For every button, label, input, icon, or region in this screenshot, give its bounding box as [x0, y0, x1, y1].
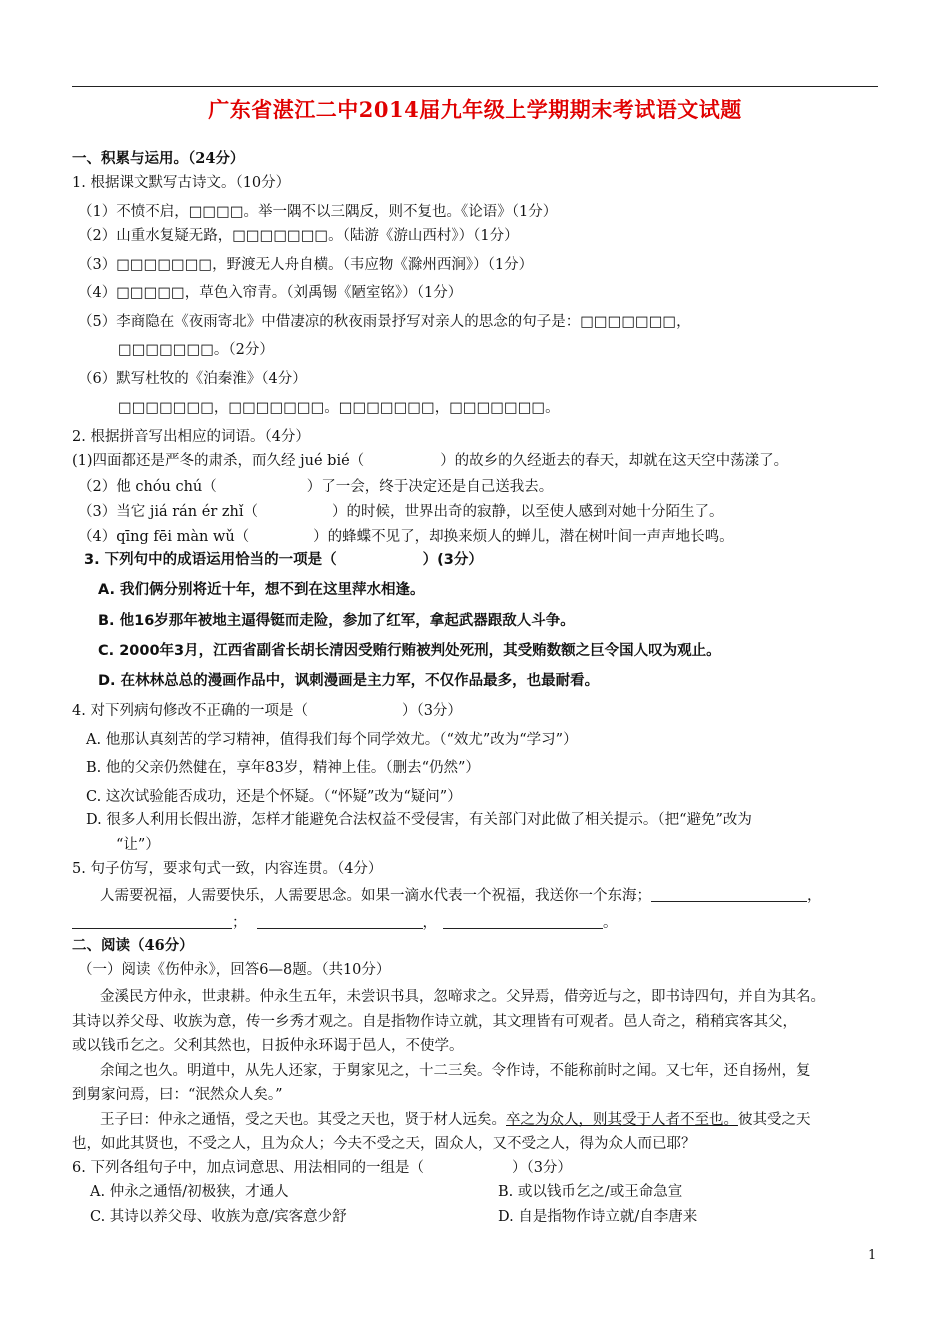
page-number: 1: [868, 1248, 877, 1263]
q1-item: （3）□□□□□□□，野渡无人舟自横。（韦应物《滁州西涧》）（1分）: [78, 257, 534, 273]
q5-blank-2[interactable]: [72, 914, 232, 929]
q3-option: B. 他16岁那年被地主逼得铤而走险，参加了红军，拿起武器跟敌人斗争。: [98, 613, 575, 629]
q3-stem-pre: 3. 下列句中的成语运用恰当的一项是（: [84, 552, 337, 568]
q1-item: □□□□□□□，□□□□□□□。□□□□□□□，□□□□□□□。: [118, 400, 560, 416]
semicolon: ；: [232, 915, 247, 931]
q3-option: C. 2000年3月，江西省副省长胡长清因受贿行贿被判处死刑，其受贿数额之巨令国人叹为观止。: [98, 643, 721, 659]
passage-line: 或以钱币乞之。父利其然也，日扳仲永环谒于邑人，不使学。: [72, 1038, 464, 1054]
underlined-sentence: 卒之为众人，则其受于人者不至也。: [506, 1112, 738, 1128]
page-title: 广东省湛江二中2014届九年级上学期期末考试语文试题: [208, 97, 742, 122]
q4-option: B. 他的父亲仍然健在，享年83岁，精神上佳。（删去“仍然”）: [86, 760, 480, 776]
q1-item: （5）李商隐在《夜雨寄北》中借凄凉的秋夜雨景抒写对亲人的思念的句子是：□□□□□□□，: [78, 314, 691, 330]
section2-heading: 二、阅读（46分）: [72, 937, 194, 954]
q5-text: [100, 887, 822, 905]
q4-option: D. 很多人利用长假出游，怎样才能避免合法权益不受侵害，有关部门对此做了相关提示。（把“避免”改为: [86, 812, 752, 828]
q6-option: C. 其诗以养父母、收族为意/宾客意少舒: [90, 1209, 347, 1225]
q1-item: （2）山重水复疑无路，□□□□□□□。（陆游《游山西村》）（1分）: [78, 228, 519, 244]
q4-option: A. 他那认真刻苦的学习精神，值得我们每个同学效尤。（“效尤”改为“学习”）: [86, 732, 578, 748]
passage-line: [100, 1111, 811, 1129]
q2-item-pre: （3）当它 jiá rán ér zhǐ（: [78, 504, 258, 520]
passage-line: 余闻之也久。明道中，从先人还家，于舅家见之，十二三矣。令作诗，不能称前时之闻。又七年，还自扬州，复: [100, 1063, 811, 1079]
q5-prompt: 人需要祝福，人需要快乐，人需要思念。如果一滴水代表一个祝福，我送你一个东海；: [100, 888, 651, 904]
q6-option: D. 自是指物作诗立就/自李唐来: [498, 1209, 698, 1225]
q6-stem-pre: 6. 下列各组句子中，加点词意思、用法相同的一组是（: [72, 1160, 424, 1176]
q2-item: [78, 478, 553, 496]
q2-item: [78, 503, 723, 521]
q2-item-pre: （4）qīng fēi màn wǔ（: [78, 529, 250, 545]
part1-heading: （一）阅读《伤仲永》，回答6—8题。（共10分）: [78, 962, 391, 978]
q4-stem: [72, 702, 462, 720]
header-rule: [72, 86, 878, 87]
q1-item: （1）不愤不启，□□□□。举一隅不以三隅反，则不复也。《论语》（1分）: [78, 204, 558, 220]
q2-item-post: ）的故乡的久经逝去的春天，却就在这天空中荡漾了。: [440, 453, 789, 469]
q3-stem-post: ）(3分）: [422, 552, 483, 568]
period: 。: [603, 915, 618, 931]
q1-item: □□□□□□□。（2分）: [118, 342, 274, 358]
q3-stem: [84, 551, 483, 569]
passage-line: 也，如此其贤也，不受之人，且为众人；今夫不受之天，固众人，又不受之人，得为众人而已耶？: [72, 1136, 696, 1152]
q2-item: [72, 452, 788, 470]
passage-line: 其诗以养父母、收族为意，传一乡秀才观之。自是指物作诗立就，其文理皆有可观者。邑人奇之，稍稍宾客其父，: [72, 1014, 797, 1030]
q6-stem: [72, 1159, 572, 1177]
q5-blanks: [72, 914, 618, 932]
q4-option-cont: “让”）: [116, 837, 160, 853]
q4-stem-pre: 4. 对下列病句修改不正确的一项是（: [72, 703, 308, 719]
q3-option: A. 我们俩分别将近十年，想不到在这里萍水相逢。: [98, 582, 425, 598]
q2-item-pre: （2）他 chóu chú（: [78, 479, 217, 495]
q1-stem: 1. 根据课文默写古诗文。（10分）: [72, 175, 291, 191]
passage-text: 彼其受之天: [738, 1112, 811, 1128]
q3-option: D. 在林林总总的漫画作品中，讽刺漫画是主力军，不仅作品最多，也最耐看。: [98, 673, 600, 689]
q5-stem: 5. 句子仿写，要求句式一致，内容连贯。（4分）: [72, 861, 383, 877]
q5-blank-3[interactable]: [257, 914, 423, 929]
q2-item-post: ）了一会，终于决定还是自己送我去。: [306, 479, 554, 495]
q1-item: （4）□□□□□，草色入帘青。（刘禹锡《陋室铭》）（1分）: [78, 285, 463, 301]
q5-blank-1[interactable]: [651, 887, 807, 902]
q4-stem-post: ）（3分）: [401, 703, 462, 719]
q2-item-pre: (1)四面都还是严冬的肃杀，而久经 jué bié（: [72, 453, 365, 469]
section1-heading: 一、积累与运用。（24分）: [72, 150, 245, 167]
passage-line: 金溪民方仲永，世隶耕。仲永生五年，未尝识书具，忽啼求之。父异焉，借旁近与之，即书诗四句，并自为其名。: [100, 989, 825, 1005]
q6-option: A. 仲永之通悟/初极狭，才通人: [90, 1184, 289, 1200]
q6-option: B. 或以钱币乞之/或王命急宣: [498, 1184, 683, 1200]
q5-blank-4[interactable]: [443, 914, 603, 929]
q2-item-post: ）的时候，世界出奇的寂静，以至使人感到对她十分陌生了。: [331, 504, 724, 520]
q6-stem-post: ）（3分）: [511, 1160, 572, 1176]
passage-line: 到舅家问焉，曰：“泯然众人矣。”: [72, 1087, 283, 1103]
q2-stem: 2. 根据拼音写出相应的词语。（4分）: [72, 429, 310, 445]
q2-item-post: ）的蜂蝶不见了，却换来烦人的蝉儿，潜在树叶间一声声地长鸣。: [313, 529, 734, 545]
q1-item: （6）默写杜牧的《泊秦淮》（4分）: [78, 371, 307, 387]
q4-option: C. 这次试验能否成功，还是个怀疑。（“怀疑”改为“疑问”）: [86, 789, 462, 805]
comma: ，: [422, 915, 437, 931]
q2-item: [78, 528, 734, 546]
comma: ，: [807, 888, 822, 904]
passage-text: 王子曰：仲永之通悟，受之天也。其受之天也，贤于材人远矣。: [100, 1112, 506, 1128]
